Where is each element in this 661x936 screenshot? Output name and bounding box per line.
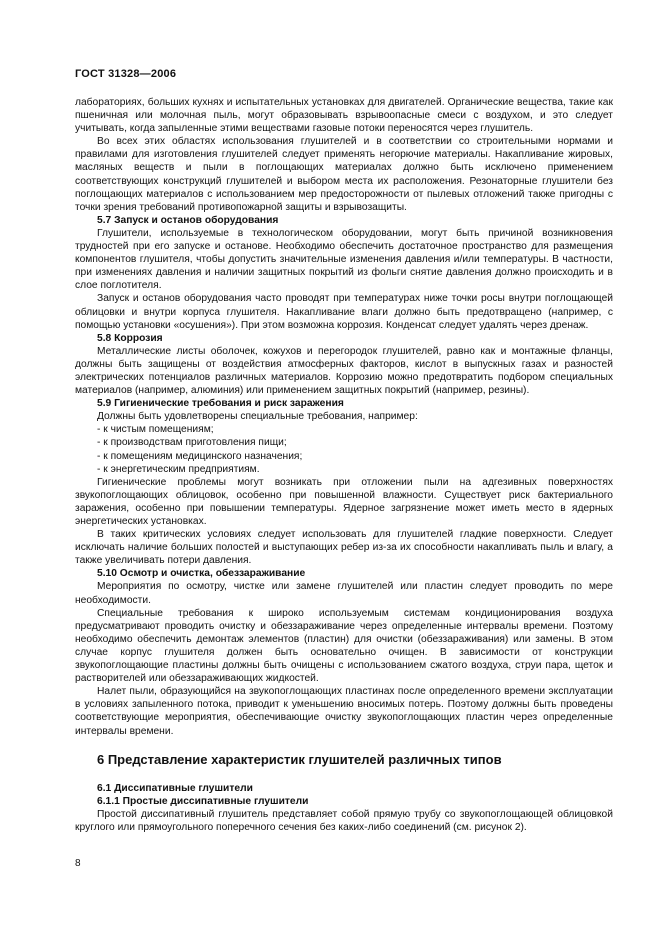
paragraph: Во всех этих областях использования глушителей и в соответствии со строительными нормами и правилами для изготовления глушителей следует применять негорючие материалы. Накапливание жировых, масляных веществ и пыли в поглощающих материалах должно быть исключено применением соответствующих конструкций глушителей и выбором места их расположения. Резонаторные глушители без поглощающих материалов с использованием мер предосторожности от пылевых отложений также пригодны с точки зрения требований противопожарной защиты и взрывозащиты. [75,136,613,213]
section-heading: 5.7 Запуск и останов оборудования [97,214,279,226]
paragraph: Мероприятия по осмотру, чистке или замене глушителей или пластин следует проводить по мере необходимости. [75,581,613,606]
chapter-heading: 6 Представление характеристик глушителей различных типов [97,751,502,767]
paragraph: лабораториях, больших кухнях и испытательных установках для двигателей. Органические вещества, такие как пшеничная или молочная пыль, могут образовывать взрывоопасные смеси с воздухом, и это следует учитывать, когда запыленные этими веществами газовые потоки переносятся через глушитель. [75,97,613,135]
section-heading: 5.8 Коррозия [97,332,163,344]
paragraph: Специальные требования к широко используемым системам кондиционирования воздуха предусматривают проводить очистку и обеззараживание через определенные интервалы времени. Поэтому необходимо обеспечить демонтаж элементов (пластин) для очистки (обеззараживания) или замены. В этом случае корпус глушителя должен быть основательно очищен. В зависимости от конструкции звукопоглощающие пластины должны быть очищены с использованием сжатого воздуха, струи пара, щеток и растворителей или обеззараживающих жидкостей. [75,607,613,685]
paragraph: В таких критических условиях следует использовать для глушителей гладкие поверхности. Следует исключать наличие больших полостей и выступающих ребер из-за их способности накапливать пыль и влагу, а также увеличивать потери давления. [75,529,613,567]
section-heading: 5.9 Гигиенические требования и риск заражения [97,398,344,410]
section-heading: 5.10 Осмотр и очистка, обеззараживание [97,568,306,580]
page-number: 8 [75,858,81,869]
paragraph: Глушители, используемые в технологическом оборудовании, могут быть причиной возникновения трудностей при его запуске и останове. Необходимо обеспечить достаточное пространство для размещения компонентов глушителя, чтобы допустить значительные изменения давления и/или температуры. В частности, при изменениях давления и наличии защитных покрытий из фольги снятие давления должно происходить и в слое поглотителя. [75,227,613,292]
paragraph: Простой диссипативный глушитель представляет собой прямую трубу со звукопоглощающей облицовкой круглого или прямоугольного поперечного сечения без каких-либо соединений (см. рисунок 2). [75,808,613,833]
section-heading: 6.1.1 Простые диссипативные глушители [97,795,309,807]
paragraph: Должны быть удовлетворены специальные требования, например: [97,411,418,423]
list-item: - к помещениям медицинского назначения; [97,450,613,463]
paragraph: Металлические листы оболочек, кожухов и перегородок глушителей, равно как и монтажные фланцы, должны быть защищены от воздействия атмосферных факторов, кислот в выпускных газах и разностей электрических потенциалов различных материалов. Коррозию можно предотвратить подбором специальных материалов (например, алюминия) или применением защитных покрытий (например, резины). [75,345,613,397]
document-body [75,96,613,834]
list-item: - к производствам приготовления пищи; [97,436,613,449]
list-item: - к энергетическим предприятиям. [97,463,613,476]
paragraph: Запуск и останов оборудования часто проводят при температурах ниже точки росы внутри поглощающей облицовки и внутри корпуса глушителя. Накапливание влаги должно быть предотвращено (например, с помощью установки «осушения»). При этом возможна коррозия. Конденсат следует удалять через дренаж. [75,293,613,331]
section-heading: 6.1 Диссипативные глушители [97,782,253,794]
requirements-list [75,423,613,475]
paragraph: Налет пыли, образующийся на звукопоглощающих пластинах после определенного времени эксплуатации в условиях запыленного потока, приводит к уменьшению вносимых потерь. Поэтому должны быть проведены соответствующие мероприятия, обеспечивающие очистку звукопоглощающих пластин через определенные интервалы времени. [75,686,613,737]
list-item: - к чистым помещениям; [97,423,613,436]
paragraph: Гигиенические проблемы могут возникать при отложении пыли на адгезивных поверхностях звукопоглощающих облицовок, особенно при повышенной влажности. Существует риск бактериального заражения, особенно при повышении температуры. Ядерное загрязнение может иметь место в ядерных энергетических установках. [75,476,613,527]
document-header: ГОСТ 31328—2006 [75,68,177,80]
